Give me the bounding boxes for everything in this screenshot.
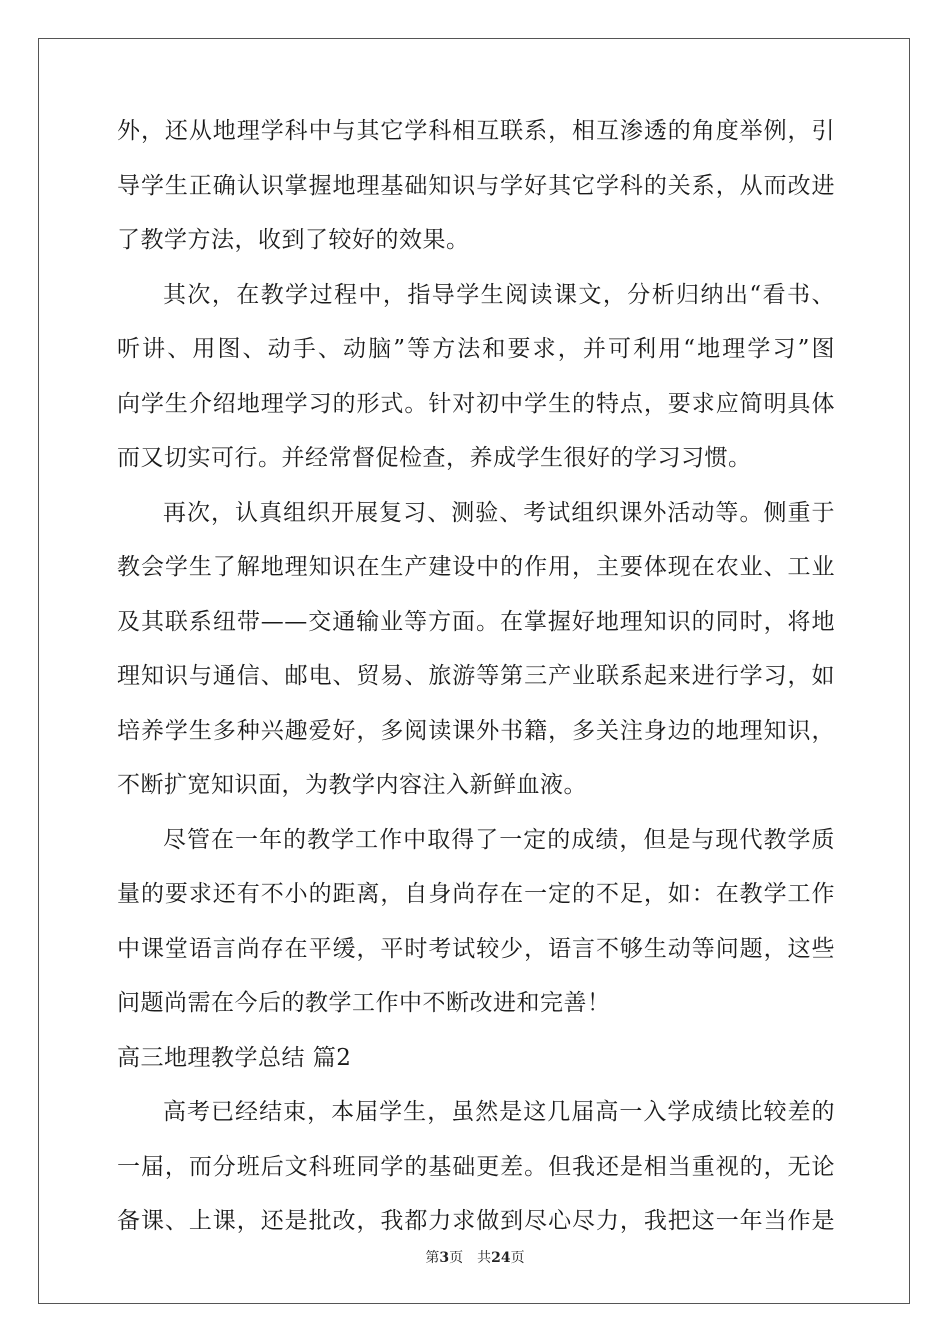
- text-line: 量的要求还有不小的距离，自身尚存在一定的不足，如：在教学工作: [117, 881, 835, 907]
- text-line: 不断扩宽知识面，为教学内容注入新鲜血液。: [117, 772, 587, 798]
- page-number-current: 3: [439, 1250, 450, 1266]
- page-total-unit: 页: [510, 1250, 525, 1266]
- text-line: 一届，而分班后文科班同学的基础更差。但我还是相当重视的，无论: [117, 1153, 835, 1180]
- section-heading: 高三地理教学总结 篇2: [117, 1044, 352, 1071]
- text-line: 备课、上课，还是批改，我都力求做到尽心尽力，我把这一年当作是: [117, 1208, 835, 1234]
- text-line: 高考已经结束，本届学生，虽然是这几届高一入学成绩比较差的: [163, 1099, 835, 1125]
- text-line: 了教学方法，收到了较好的效果。: [117, 227, 470, 253]
- text-line: 向学生介绍地理学习的形式。针对初中学生的特点，要求应简明具体: [117, 390, 835, 417]
- page-total-prefix: 共: [477, 1250, 492, 1266]
- text-line: 其次，在教学过程中，指导学生阅读课文，分析归纳出“看书、: [163, 281, 835, 308]
- text-line: 教会学生了解地理知识在生产建设中的作用，主要体现在农业、工业: [117, 554, 835, 580]
- text-line: 问题尚需在今后的教学工作中不断改进和完善！: [117, 990, 611, 1016]
- page-number-total: 24: [491, 1250, 511, 1266]
- text-line: 尽管在一年的教学工作中取得了一定的成绩，但是与现代教学质: [163, 826, 835, 853]
- text-line: 导学生正确认识掌握地理基础知识与学好其它学科的关系，从而改进: [117, 172, 835, 199]
- text-line: 及其联系纽带——交通输业等方面。在掌握好地理知识的同时，将地: [117, 608, 835, 635]
- text-line: 听讲、用图、动手、动脑”等方法和要求，并可利用“地理学习”图: [117, 336, 835, 362]
- page-footer: [0, 1247, 950, 1267]
- text-line: 中课堂语言尚存在平缓，平时考试较少，语言不够生动等问题，这些: [117, 935, 835, 962]
- page-number-unit: 页: [449, 1250, 464, 1266]
- text-line: 而又切实可行。并经常督促检查，养成学生很好的学习习惯。: [117, 445, 752, 471]
- text-line: 培养学生多种兴趣爱好，多阅读课外书籍，多关注身边的地理知识，: [117, 717, 835, 744]
- text-line: 外，还从地理学科中与其它学科相互联系，相互渗透的角度举例，引: [117, 118, 835, 144]
- document-body: [117, 104, 835, 1249]
- text-line: 再次，认真组织开展复习、测验、考试组织课外活动等。侧重于: [163, 499, 835, 526]
- page-number-prefix: 第: [425, 1250, 440, 1266]
- text-line: 理知识与通信、邮电、贸易、旅游等第三产业联系起来进行学习，如: [117, 663, 835, 689]
